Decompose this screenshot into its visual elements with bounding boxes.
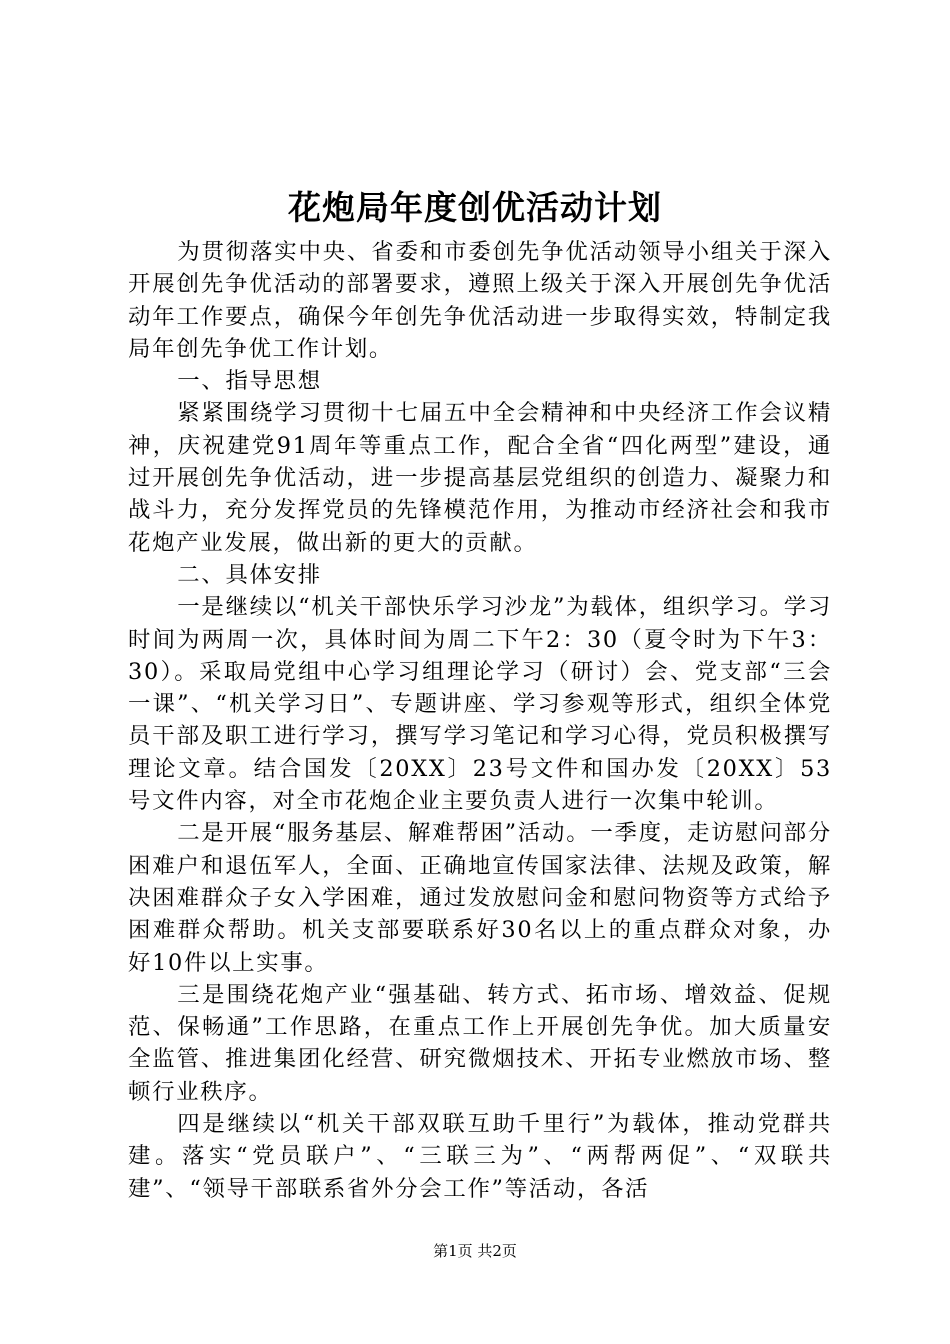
page-number-footer: 第1页 共2页 [433, 1242, 517, 1260]
arrangement-item-2: 二是开展“服务基层、解难帮困”活动。一季度，走访慰问部分困难户和退伍军人，全面、正确地宣传国家法律、法规及政策，解决困难群众子女入学困难，通过发放慰问金和慰问物资等方式给予困难群众帮助。机关支部要联系好30名以上的重点群众对象，办好10件以上实事。 [128, 820, 832, 976]
arrangement-item-4: 四是继续以“机关干部双联互助千里行”为载体，推动党群共建。落实“党员联户”、“三联三为”、“两帮两促”、“双联共建”、“领导干部联系省外分会工作”等活动，各活 [128, 1111, 832, 1202]
document-body [128, 236, 832, 1205]
document-title: 花炮局年度创优活动计划 [288, 188, 662, 227]
intro-paragraph: 为贯彻落实中央、省委和市委创先争优活动领导小组关于深入开展创先争优活动的部署要求，遵照上级关于深入开展创先争优活动年工作要点，确保今年创先争优活动进一步取得实效，特制定我局年创先争优工作计划。 [128, 239, 832, 362]
arrangement-item-1: 一是继续以“机关干部快乐学习沙龙”为载体，组织学习。学习时间为两周一次，具体时间为周二下午2：30（夏令时为下午3：30）。采取局党组中心学习组理论学习（研讨）会、党支部“三会一课”、“机关学习日”、专题讲座、学习参观等形式，组织全体党员干部及职工进行学习，撰写学习笔记和学习心得，党员积极撰写理论文章。结合国发〔20XX〕23号文件和国办发〔20XX〕53号文件内容，对全市花炮企业主要负责人进行一次集中轮训。 [128, 594, 832, 815]
guiding-thought-paragraph: 紧紧围绕学习贯彻十七届五中全会精神和中央经济工作会议精神，庆祝建党91周年等重点工作，配合全省“四化两型”建设，通过开展创先争优活动，进一步提高基层党组织的创造力、凝聚力和战斗力，充分发挥党员的先锋模范作用，为推动市经济社会和我市花炮产业发展，做出新的更大的贡献。 [128, 400, 832, 556]
arrangement-item-3: 三是围绕花炮产业“强基础、转方式、拓市场、增效益、促规范、保畅通”工作思路，在重点工作上开展创先争优。加大质量安全监管、推进集团化经营、研究微烟技术、开拓专业燃放市场、整顿行业秩序。 [128, 981, 832, 1105]
section-heading-arrangements: 二、具体安排 [177, 561, 322, 588]
section-heading-guiding-thought: 一、指导思想 [177, 368, 322, 395]
